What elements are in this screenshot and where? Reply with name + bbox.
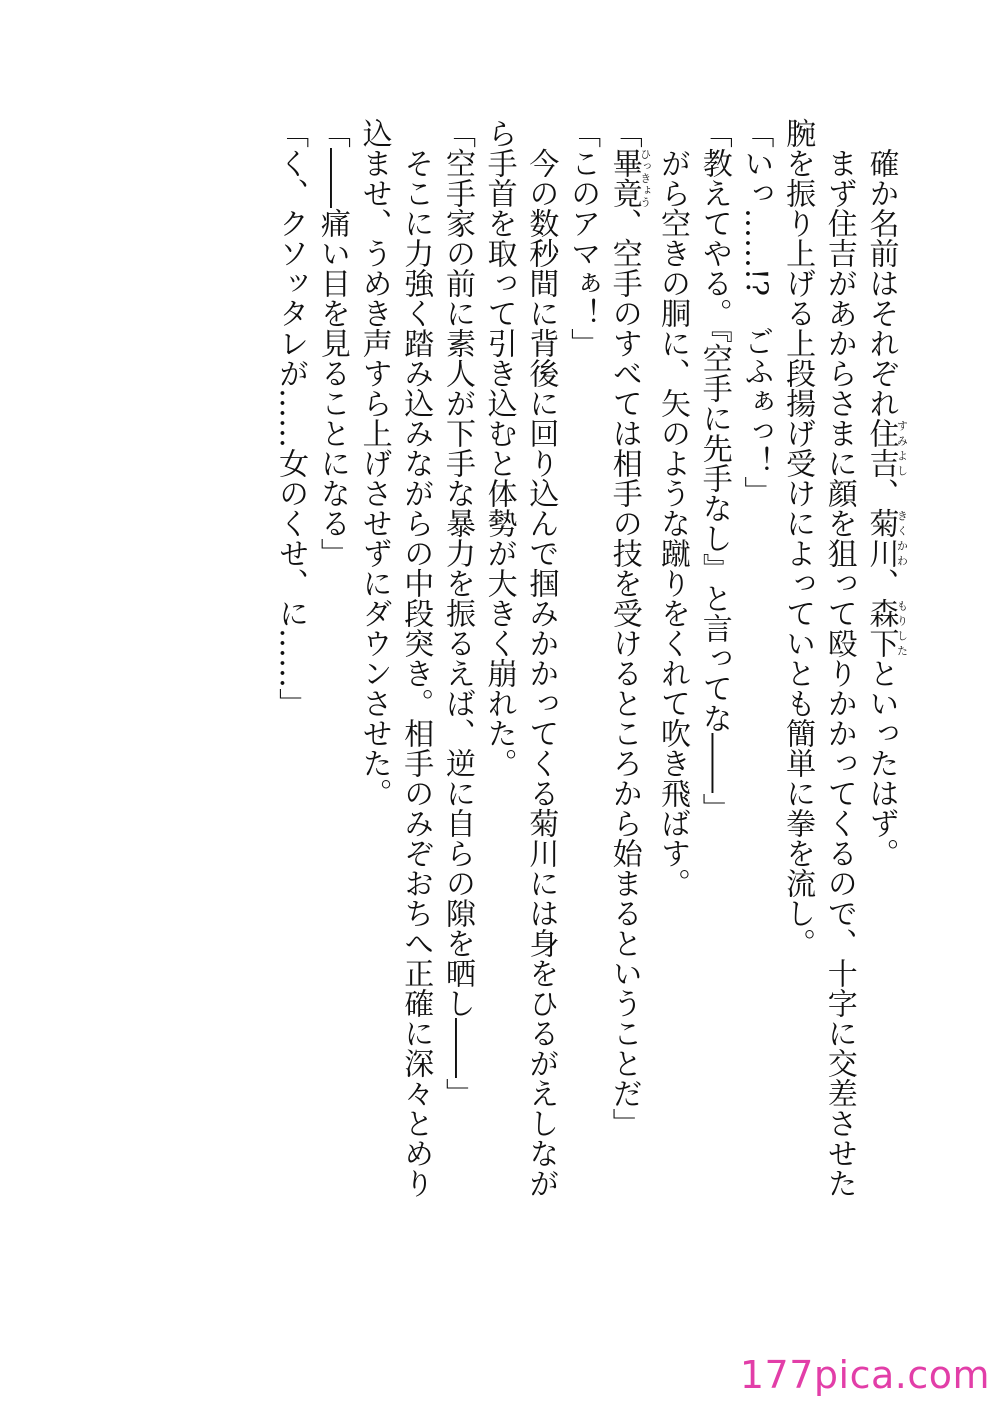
text-line-14: 「――痛い目を見ることになる」 [314, 118, 350, 568]
text-line-10: ら手首を取って引き込むと体勢が大きく崩れた。 [481, 118, 517, 778]
text-line-7 [603, 118, 651, 1318]
text-segment: 、 [863, 478, 899, 508]
text-segment: 「 [606, 118, 642, 148]
text-segment: 、 [863, 568, 899, 598]
text-line-2: まず住吉があからさまに顔を狙って殴りかかってくるので、十字に交差させた [821, 148, 857, 1198]
text-line-13: 込ませ、うめき声すら上げさせずにダウンさせた。 [356, 118, 392, 808]
text-line-11: 「空手家の前に素人が下手な暴力を振るえば、逆に自らの隙を晒し――」 [439, 118, 475, 1108]
text-line-15: 「く、クソッタレが……女のくせ、に……」 [273, 118, 309, 718]
text-line-6: がら空きの胴に、矢のような蹴りをくれて吹き飛ばす。 [654, 148, 690, 898]
text-segment: 、空手のすべては相手の技を受けるところから始まるということだ」 [606, 208, 642, 1138]
novel-body-text [269, 118, 908, 1318]
text-line-8: 「このアマぁ！」 [565, 118, 601, 358]
text-line-12: そこに力強く踏み込みながらの中段突き。相手のみぞおちへ正確に深々とめり [398, 148, 434, 1198]
text-segment: 確か名前はそれぞれ [863, 148, 899, 418]
text-line-9: 今の数秒間に背後に回り込んで掴みかかってくる菊川には身をひるがえしなが [523, 148, 559, 1198]
ruby-hikkyou: 畢竟ひっきょう [606, 148, 652, 208]
ruby-morishita: 森下もりした [863, 598, 909, 658]
text-line-5: 「教えてやる。『空手に先手なし』と言ってな――」 [696, 118, 732, 823]
text-line-3: 腕を振り上げる上段揚げ受けによっていとも簡単に拳を流し。 [780, 118, 816, 958]
text-segment: といったはず。 [863, 658, 899, 868]
ruby-kikukawa: 菊川きくかわ [863, 508, 909, 568]
text-line-1 [860, 118, 908, 1318]
text-line-4: 「いっ……!? ごふぁっ！」 [738, 118, 774, 507]
ruby-sumiyoshi: 住吉すみよし [863, 418, 909, 478]
watermark-logo: 177pica.com [739, 1353, 990, 1397]
